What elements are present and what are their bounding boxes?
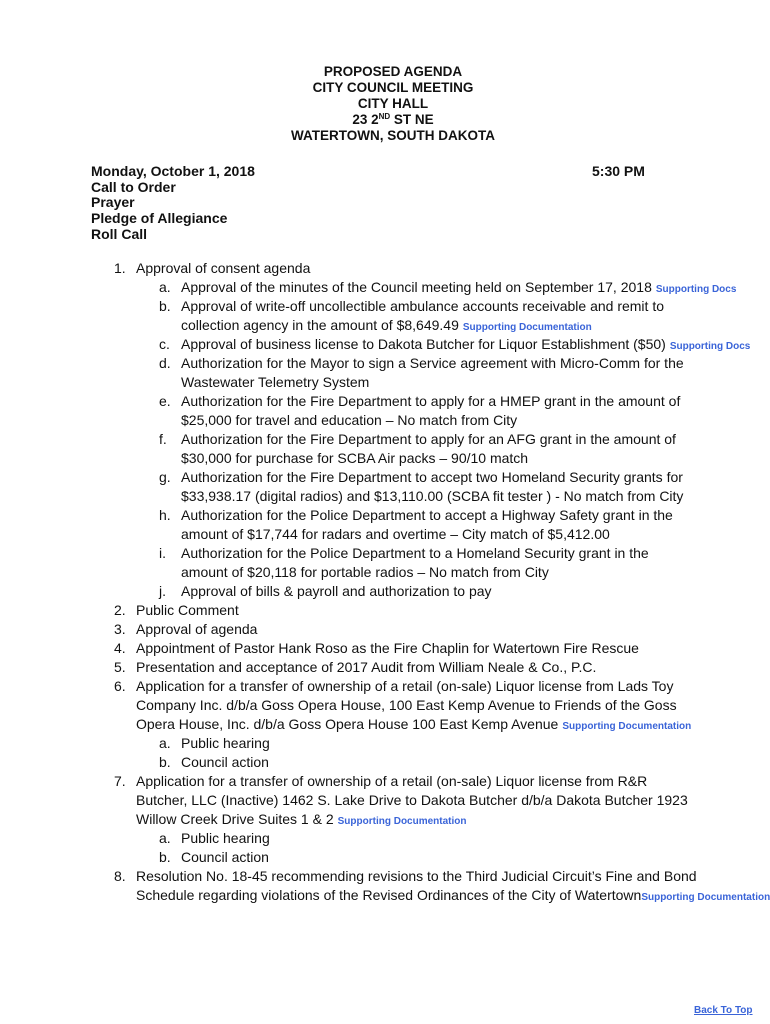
item-number: 7. bbox=[114, 773, 126, 789]
item-liquor-transfer-goss: Application for a transfer of ownership of a retail (on-sale) Liquor license from Lads Toy bbox=[136, 678, 674, 694]
item-number: 3. bbox=[114, 621, 126, 637]
sub-letter: h. bbox=[159, 507, 171, 523]
sub-item-public-hearing: Public hearing bbox=[181, 830, 270, 846]
item-liquor-transfer-goss-cont: Company Inc. d/b/a Goss Opera House, 100 East Kemp Avenue to Friends of the Goss bbox=[136, 697, 677, 713]
item-number: 5. bbox=[114, 659, 126, 675]
sub-item-public-hearing: Public hearing bbox=[181, 735, 270, 751]
back-to-top-link[interactable]: Back To Top bbox=[694, 1005, 753, 1016]
supporting-docs-link[interactable]: Supporting Docs bbox=[669, 341, 751, 352]
sub-item-writeoff: Approval of write-off uncollectible ambulance accounts receivable and remit to bbox=[181, 298, 664, 314]
sub-letter: a. bbox=[159, 830, 171, 846]
sub-item-council-action: Council action bbox=[181, 754, 269, 770]
item-public-comment: Public Comment bbox=[136, 602, 239, 618]
item-resolution-18-45-cont: Schedule regarding violations of the Revised Ordinances of the City of WatertownSupporting Documentation bbox=[136, 887, 770, 903]
item-number: 2. bbox=[114, 602, 126, 618]
supporting-docs-link[interactable]: Supporting Docs bbox=[655, 284, 737, 295]
item-liquor-transfer-butcher-cont: Willow Creek Drive Suites 1 & 2 Supporting Documentation bbox=[136, 811, 467, 827]
header-title: PROPOSED AGENDA bbox=[323, 64, 463, 79]
sub-letter: b. bbox=[159, 298, 171, 314]
roll-call: Roll Call bbox=[91, 225, 148, 242]
sub-item-hmep-grant: Authorization for the Fire Department to apply for a HMEP grant in the amount of bbox=[181, 393, 681, 409]
sub-letter: b. bbox=[159, 754, 171, 770]
agenda-header bbox=[0, 64, 770, 144]
sub-item-highway-safety: Authorization for the Police Department to accept a Highway Safety grant in the bbox=[181, 507, 673, 523]
sub-item-council-action: Council action bbox=[181, 849, 269, 865]
sub-item-homeland-grants: Authorization for the Fire Department to accept two Homeland Security grants for bbox=[181, 469, 683, 485]
sub-item-hmep-grant-cont: $25,000 for travel and education – No match from City bbox=[181, 412, 518, 428]
supporting-documentation-link[interactable]: Supporting Documentation bbox=[462, 322, 592, 333]
item-number: 8. bbox=[114, 868, 126, 884]
item-number: 1. bbox=[114, 260, 126, 276]
sub-letter: i. bbox=[159, 545, 166, 561]
supporting-documentation-link[interactable]: Supporting Documentation bbox=[337, 816, 467, 827]
sub-letter: a. bbox=[159, 279, 171, 295]
sub-item-afg-grant: Authorization for the Fire Department to apply for an AFG grant in the amount of bbox=[181, 431, 676, 447]
item-approval-agenda: Approval of agenda bbox=[136, 621, 258, 637]
sub-letter: c. bbox=[159, 336, 170, 352]
item-liquor-transfer-goss-cont: Opera House, Inc. d/b/a Goss Opera House 100 East Kemp Avenue Supporting Documentation bbox=[136, 716, 692, 732]
call-to-order: Call to Order bbox=[91, 178, 176, 195]
sub-letter: j. bbox=[159, 583, 166, 599]
sub-item-police-homeland: Authorization for the Police Department to a Homeland Security grant in the bbox=[181, 545, 649, 561]
header-address: 23 2ND ST NE bbox=[352, 112, 434, 127]
meeting-info bbox=[91, 164, 255, 243]
sub-letter: g. bbox=[159, 469, 171, 485]
header-meeting: CITY COUNCIL MEETING bbox=[312, 80, 474, 95]
sub-item-highway-safety-cont: amount of $17,744 for radars and overtime – City match of $5,412.00 bbox=[181, 526, 610, 542]
item-fire-chaplin: Appointment of Pastor Hank Roso as the Fire Chaplin for Watertown Fire Rescue bbox=[136, 640, 639, 656]
sub-item-micro-comm: Authorization for the Mayor to sign a Service agreement with Micro-Comm for the bbox=[181, 355, 684, 371]
sub-item-police-homeland-cont: amount of $20,118 for portable radios – No match from City bbox=[181, 564, 549, 580]
sub-item-writeoff-cont: collection agency in the amount of $8,649.49 Supporting Documentation bbox=[181, 317, 592, 333]
sub-letter: f. bbox=[159, 431, 167, 447]
meeting-time: 5:30 PM bbox=[592, 163, 645, 179]
sub-letter: e. bbox=[159, 393, 171, 409]
header-city: WATERTOWN, SOUTH DAKOTA bbox=[291, 128, 495, 143]
meeting-date: Monday, October 1, 2018 bbox=[91, 163, 255, 179]
item-audit: Presentation and acceptance of 2017 Audit from William Neale & Co., P.C. bbox=[136, 659, 597, 675]
sub-item-bills-payroll: Approval of bills & payroll and authorization to pay bbox=[181, 583, 492, 599]
sub-letter: a. bbox=[159, 735, 171, 751]
pledge: Pledge of Allegiance bbox=[91, 210, 228, 227]
sub-letter: d. bbox=[159, 355, 171, 371]
sub-item-micro-comm-cont: Wastewater Telemetry System bbox=[181, 374, 370, 390]
sub-item-homeland-grants-cont: $33,938.17 (digital radios) and $13,110.00 (SCBA fit tester ) - No match from City bbox=[181, 488, 684, 504]
prayer: Prayer bbox=[91, 194, 135, 211]
sub-item-minutes: Approval of the minutes of the Council meeting held on September 17, 2018 Supporting Docs bbox=[181, 279, 737, 295]
item-consent-agenda: Approval of consent agenda bbox=[136, 260, 311, 276]
item-liquor-transfer-butcher: Application for a transfer of ownership of a retail (on-sale) Liquor license from R&R bbox=[136, 773, 648, 789]
sub-item-business-license: Approval of business license to Dakota Butcher for Liquor Establishment ($50) Supporting Docs bbox=[181, 336, 751, 352]
supporting-documentation-link[interactable]: Supporting Documentation bbox=[562, 721, 692, 732]
sub-letter: b. bbox=[159, 849, 171, 865]
item-resolution-18-45: Resolution No. 18-45 recommending revisions to the Third Judicial Circuit’s Fine and Bond bbox=[136, 868, 697, 884]
item-liquor-transfer-butcher-cont: Butcher, LLC (Inactive) 1462 S. Lake Drive to Dakota Butcher d/b/a Dakota Butcher 1923 bbox=[136, 792, 688, 808]
item-number: 6. bbox=[114, 678, 126, 694]
sub-item-afg-grant-cont: $30,000 for purchase for SCBA Air packs – 90/10 match bbox=[181, 450, 529, 466]
item-number: 4. bbox=[114, 640, 126, 656]
supporting-documentation-link[interactable]: Supporting Documentation bbox=[641, 892, 770, 903]
header-location: CITY HALL bbox=[357, 96, 429, 111]
